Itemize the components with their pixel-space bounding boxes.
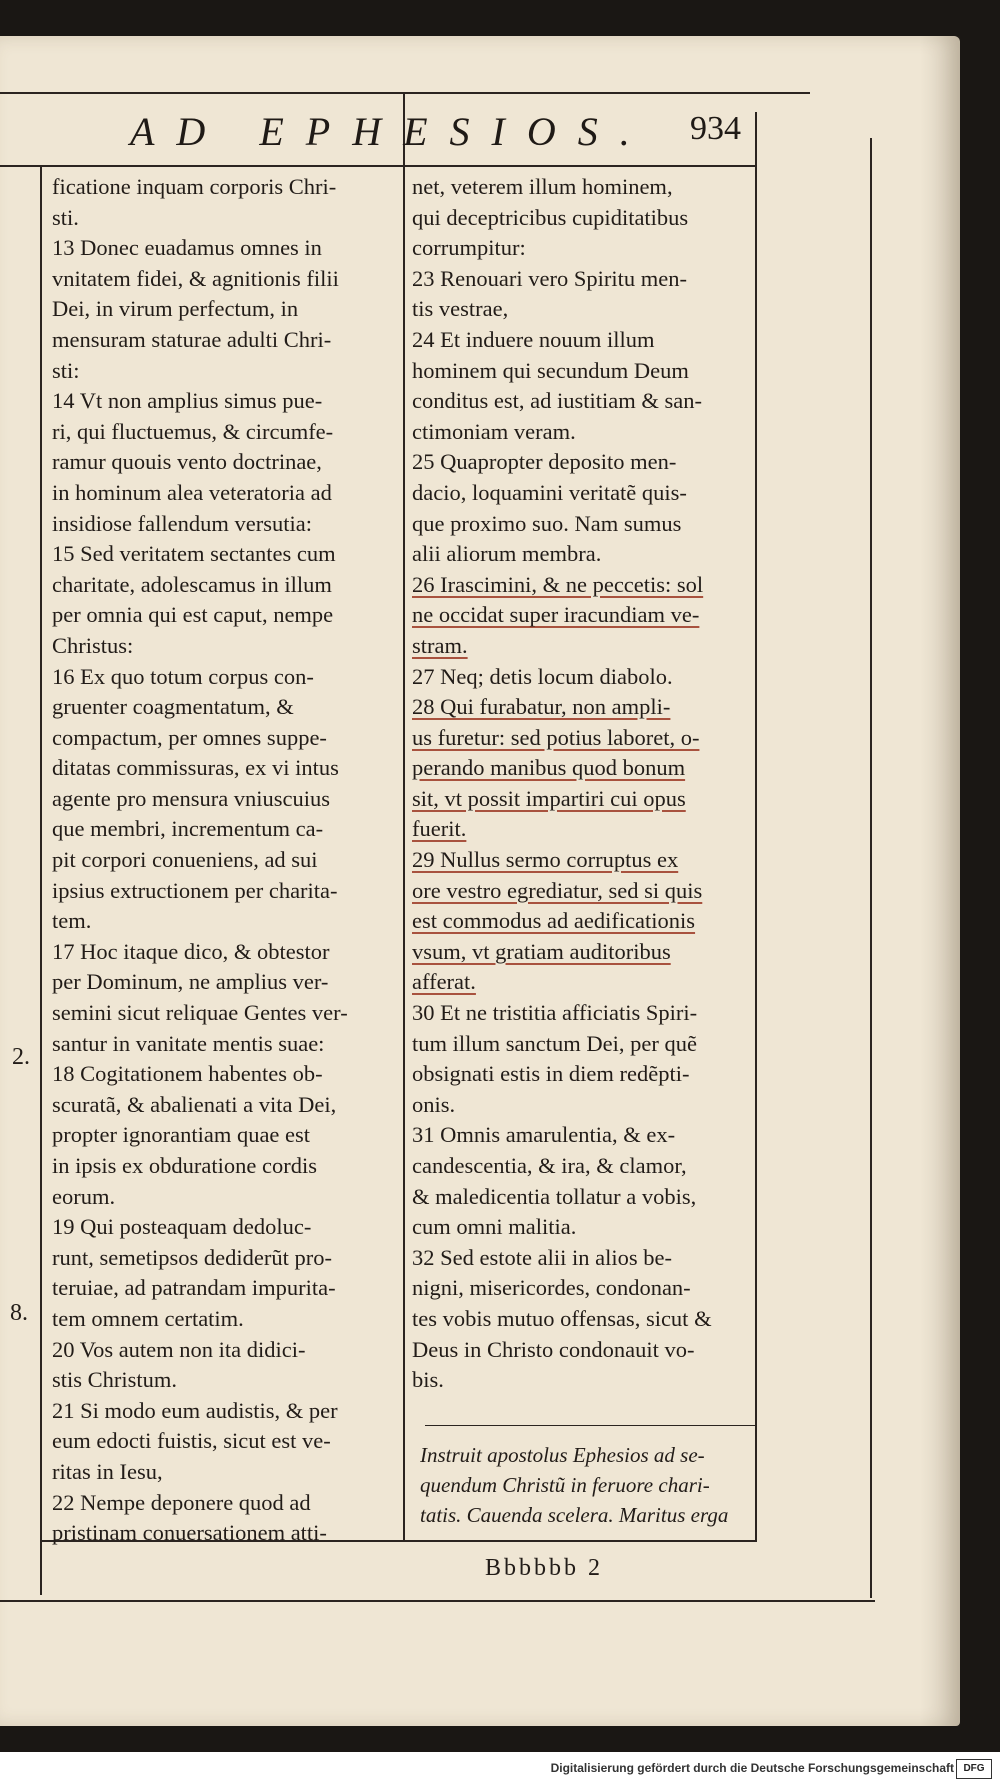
dfg-logo-icon: DFG (956, 1759, 992, 1779)
text-line: ritas in Iesu, (52, 1458, 163, 1484)
text-line: & maledicentia tollatur a vobis, (412, 1183, 697, 1209)
underlined-line: vsum, vt gratiam auditoribus (412, 938, 671, 964)
text-line: gruenter coagmentatum, & (52, 694, 294, 720)
outer-right-rule (870, 138, 872, 1598)
summary-line: tatis. Cauenda scelera. Maritus erga (420, 1503, 729, 1527)
text-line: 31 Omnis amarulentia, & ex- (412, 1122, 676, 1148)
text-line: 14 Vt non amplius simus pue- (52, 388, 323, 414)
text-line: tes vobis mutuo offensas, sicut & (412, 1305, 712, 1331)
text-line: eorum. (52, 1183, 116, 1209)
text-line: ctimoniam veram. (412, 418, 576, 444)
underlined-line: perando manibus quod bonum (412, 755, 686, 781)
text-line: sti. (52, 204, 79, 230)
text-line: santur in vanitate mentis suae: (52, 1030, 325, 1056)
text-line: ipsius extructionem per charita- (52, 877, 338, 903)
text-line: 25 Quapropter deposito men- (412, 449, 677, 475)
text-line: corrumpitur: (412, 235, 526, 261)
text-line: per omnia qui est caput, nempe (52, 602, 334, 628)
left-text-column (52, 172, 398, 1549)
digitization-footer (0, 1752, 1000, 1787)
text-line: obsignati estis in diem redẽpti- (412, 1061, 690, 1087)
underlined-line: 28 Qui furabatur, non ampli- (412, 694, 671, 720)
text-line: candescentia, & ira, & clamor, (412, 1153, 687, 1178)
text-line: 16 Ex quo totum corpus con- (52, 663, 314, 689)
left-border-rule (40, 165, 42, 1595)
text-line: 23 Renouari vero Spiritu men- (412, 265, 687, 291)
text-line: cum omni malitia. (412, 1214, 577, 1240)
text-line: insidiose fallendum versutia: (52, 510, 312, 536)
summary-line: Instruit apostolus Ephesios ad se- (420, 1443, 705, 1467)
text-line: qui deceptricibus cupiditatibus (412, 204, 689, 230)
text-line: 32 Sed estote alii in alios be- (412, 1244, 672, 1270)
underlined-line: sit, vt possit impartiri cui opus (412, 785, 686, 811)
text-line: 17 Hoc itaque dico, & obtestor (52, 938, 330, 964)
text-line: scuratã, & abalienati a vita Dei, (52, 1091, 337, 1117)
signature-mark: Bbbbbb 2 (485, 1555, 604, 1581)
text-line: pit corpori conueniens, ad sui (52, 847, 318, 873)
text-line: hominem qui secundum Deum (412, 357, 689, 383)
text-line: Dei, in virum perfectum, in (52, 296, 299, 322)
text-line: vnitatem fidei, & agnitionis filii (52, 265, 339, 291)
text-line: 27 Neq; detis locum diabolo. (412, 663, 673, 689)
text-line: ramur quouis vento doctrinae, (52, 449, 322, 475)
text-line: ri, qui fluctuemus, & circumfe- (52, 418, 334, 444)
underlined-line: fuerit. (412, 816, 467, 842)
text-line: nigni, misericordes, condonan- (412, 1275, 691, 1301)
text-line: per Dominum, ne amplius ver- (52, 969, 329, 995)
page-number: 934 (690, 110, 741, 147)
text-line: tum illum sanctum Dei, per quẽ (412, 1030, 697, 1056)
top-rule (0, 92, 810, 94)
text-line: tem omnem certatim. (52, 1305, 244, 1331)
text-line: sti: (52, 357, 80, 383)
text-line: in hominum alea veteratoria ad (52, 479, 332, 505)
text-line: ditatas commissuras, ex vi intus (52, 755, 339, 781)
text-line: compactum, per omnes suppe- (52, 724, 327, 750)
text-line: tem. (52, 908, 92, 934)
margin-note: 8. (10, 1300, 28, 1326)
text-line: que membri, incrementum ca- (52, 816, 324, 842)
text-line: teruiae, ad patrandam impurita- (52, 1275, 336, 1301)
text-line: 22 Nempe deponere quod ad (52, 1489, 311, 1515)
page-edge-shadow (920, 36, 960, 1726)
text-line: conditus est, ad iustitiam & san- (412, 388, 702, 414)
underlined-line: ne occidat super iracundiam ve- (412, 602, 700, 628)
text-line: 20 Vos autem non ita didici- (52, 1336, 306, 1362)
text-line: alii aliorum membra. (412, 541, 602, 567)
right-text-column (412, 172, 758, 1396)
text-line: 18 Cogitationem habentes ob- (52, 1061, 323, 1087)
underlined-line: afferat. (412, 969, 476, 995)
text-line: agente pro mensura vniuscuius (52, 785, 331, 811)
text-line: tis vestrae, (412, 296, 509, 322)
text-line: 24 Et induere nouum illum (412, 326, 655, 352)
text-line: runt, semetipsos dediderũt pro- (52, 1244, 332, 1270)
text-line: que proximo suo. Nam sumus (412, 510, 682, 536)
text-line: 13 Donec euadamus omnes in (52, 235, 322, 261)
header-rule (0, 165, 755, 167)
text-line: 21 Si modo eum audistis, & per (52, 1397, 338, 1423)
text-line: bis. (412, 1367, 444, 1393)
running-head: AD EPHESIOS. (130, 109, 652, 154)
text-line: dacio, loquamini veritatẽ quis- (412, 479, 687, 505)
underlined-line: ore vestro egrediatur, sed si quis (412, 877, 703, 903)
summary-line: quendum Christũ in feruore chari- (420, 1473, 710, 1497)
column-divider-rule (403, 92, 405, 1542)
underlined-line: 26 Irascimini, & ne peccetis: sol (412, 571, 704, 597)
footer-credit: Digitalisierung gefördert durch die Deutsche Forschungsgemeinschaft (550, 1761, 954, 1775)
margin-note: 2. (12, 1044, 30, 1070)
underlined-line: us furetur: sed potius laboret, o- (412, 724, 700, 750)
text-line: stis Christum. (52, 1367, 178, 1393)
text-line: charitate, adolescamus in illum (52, 571, 332, 597)
text-line: in ipsis ex obduratione cordis (52, 1153, 317, 1178)
underlined-line: est commodus ad aedificationis (412, 908, 696, 934)
text-line: mensuram staturae adulti Chri- (52, 326, 332, 352)
chapter-summary (420, 1440, 760, 1530)
text-line: Christus: (52, 632, 134, 658)
text-line: onis. (412, 1091, 456, 1117)
text-line: propter ignorantiam quae est (52, 1122, 311, 1148)
text-line: Deus in Christo condonauit vo- (412, 1336, 695, 1362)
text-line: 15 Sed veritatem sectantes cum (52, 541, 336, 567)
bottom-rule (0, 1600, 875, 1602)
text-line: semini sicut reliquae Gentes ver- (52, 1000, 348, 1026)
text-line: ficatione inquam corporis Chri- (52, 174, 337, 199)
text-line: net, veterem illum hominem, (412, 174, 673, 199)
underlined-line: stram. (412, 632, 468, 658)
text-line: eum edocti fuistis, sicut est ve- (52, 1428, 331, 1454)
text-line: pristinam conuersationem atti- (52, 1520, 327, 1546)
text-line: 19 Qui posteaquam dedoluc- (52, 1214, 312, 1240)
summary-rule (425, 1425, 755, 1426)
underlined-line: 29 Nullus sermo corruptus ex (412, 847, 679, 873)
text-line: 30 Et ne tristitia afficiatis Spiri- (412, 1000, 698, 1026)
